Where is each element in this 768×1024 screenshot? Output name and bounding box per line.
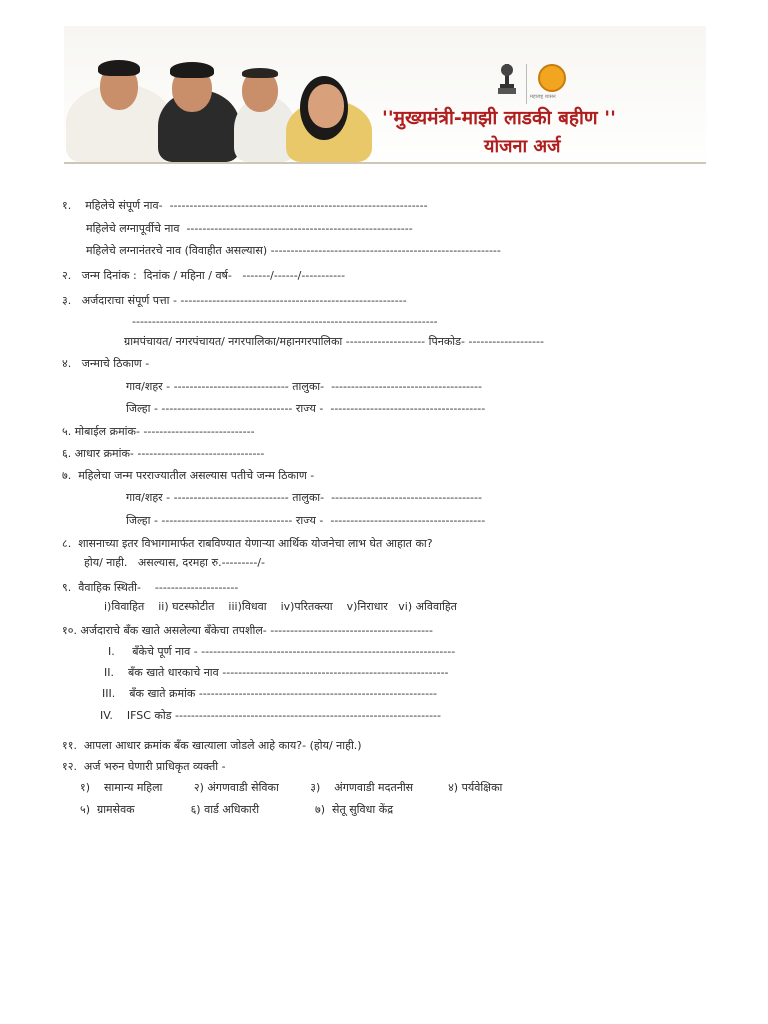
field-other-schemes-answer[interactable]: होय/ नाही. असल्यास, दरमहा रु.---------/- bbox=[84, 556, 266, 569]
portrait-4-face bbox=[308, 84, 344, 128]
field-local-body-pincode[interactable]: ग्रामपंचायत/ नगरपंचायत/ नगरपालिका/महानगरपालिका -------------------- पिनकोड- ------------------- bbox=[124, 335, 544, 348]
portrait-1-hair bbox=[98, 60, 140, 76]
national-emblem-icon bbox=[496, 62, 518, 98]
emblem-divider bbox=[526, 64, 527, 104]
field-bank-details[interactable]: १०. अर्जदाराचे बँक खाते असलेल्या बँकेचा तपशील- ----------------------------------------- bbox=[62, 624, 433, 637]
field-birth-village-taluka[interactable]: गाव/शहर - ----------------------------- तालुका- -------------------------------------- bbox=[126, 380, 482, 393]
field-ifsc[interactable]: IV. IFSC कोड ------------------------------------------------------------------- bbox=[100, 709, 441, 722]
field-bank-name[interactable]: I. बँकेचे पूर्ण नाव - ---------------------------------------------------------------- bbox=[108, 645, 456, 658]
field-aadhaar-link[interactable]: ११. आपला आधार क्रमांक बँक खात्याला जोडले आहे काय?- (होय/ नाही.) bbox=[62, 739, 362, 752]
field-husband-village-taluka[interactable]: गाव/शहर - ----------------------------- तालुका- -------------------------------------- bbox=[126, 491, 482, 504]
field-birth-place: ४. जन्माचे ठिकाण - bbox=[62, 357, 150, 370]
field-full-name[interactable]: १. महिलेचे संपूर्ण नाव- ----------------------------------------------------------------- bbox=[62, 199, 428, 212]
field-address[interactable]: ३. अर्जदाराचा संपूर्ण पत्ता - --------------------------------------------------------- bbox=[62, 294, 407, 307]
field-mobile[interactable]: ५. मोबाईल क्रमांक- ---------------------------- bbox=[62, 425, 255, 438]
field-authorized-person: १२. अर्ज भरुन घेणारी प्राधिकृत व्यक्ती - bbox=[62, 760, 226, 773]
scheme-title: ''मुख्यमंत्री-माझी लाडकी बहीण '' bbox=[382, 107, 616, 129]
field-aadhaar[interactable]: ६. आधार क्रमांक- -------------------------------- bbox=[62, 447, 265, 460]
field-address-line2[interactable]: ----------------------------------------------------------------------------- bbox=[132, 315, 438, 328]
field-pre-marriage-name[interactable]: महिलेचे लग्नापूर्वीचे नाव --------------------------------------------------------- bbox=[86, 222, 413, 235]
authorized-person-options-row2[interactable]: ५) ग्रामसेवक ६) वार्ड अधिकारी ७) सेतू सुविधा केंद्र bbox=[80, 803, 394, 816]
marital-status-options[interactable]: i)विवाहित ii) घटस्फोटीत iii)विधवा iv)परितक्त्या v)निराधार vi) अविवाहित bbox=[104, 600, 457, 613]
field-other-state-birth: ७. महिलेचा जन्म परराज्यातील असल्यास पतीचे जन्म ठिकाण - bbox=[62, 469, 315, 482]
banner-rule bbox=[64, 162, 706, 164]
field-birth-district-state[interactable]: जिल्हा - --------------------------------- राज्य - --------------------------------------- bbox=[126, 402, 486, 415]
field-account-holder[interactable]: II. बँक खाते धारकाचे नाव --------------------------------------------------------- bbox=[104, 666, 449, 679]
field-post-marriage-name[interactable]: महिलेचे लग्नानंतरचे नाव (विवाहीत असल्यास) ---------------------------------------------------------- bbox=[86, 244, 501, 257]
field-marital-status[interactable]: ९. वैवाहिक स्थिती- --------------------- bbox=[62, 581, 239, 594]
header-banner bbox=[64, 26, 706, 172]
seal-caption: महाराष्ट्र शासन bbox=[530, 94, 556, 100]
field-birth-date[interactable]: २. जन्म दिनांक : दिनांक / महिना / वर्ष- -------/------/----------- bbox=[62, 269, 346, 282]
portrait-3-hair bbox=[242, 68, 278, 78]
state-seal-icon bbox=[538, 64, 566, 92]
field-account-number[interactable]: III. बँक खाते क्रमांक ------------------------------------------------------------ bbox=[102, 687, 438, 700]
portrait-2-hair bbox=[170, 62, 214, 78]
authorized-person-options-row1[interactable]: १) सामान्य महिला २) अंगणवाडी सेविका ३) अंगणवाडी मदतनीस ४) पर्यवेक्षिका bbox=[80, 781, 503, 794]
scheme-subtitle: योजना अर्ज bbox=[484, 136, 561, 157]
field-husband-district-state[interactable]: जिल्हा - --------------------------------- राज्य - --------------------------------------- bbox=[126, 514, 486, 527]
field-other-schemes: ८. शासनाच्या इतर विभागामार्फत राबविण्यात येणाऱ्या आर्थिक योजनेचा लाभ घेत आहात का? bbox=[62, 537, 433, 550]
